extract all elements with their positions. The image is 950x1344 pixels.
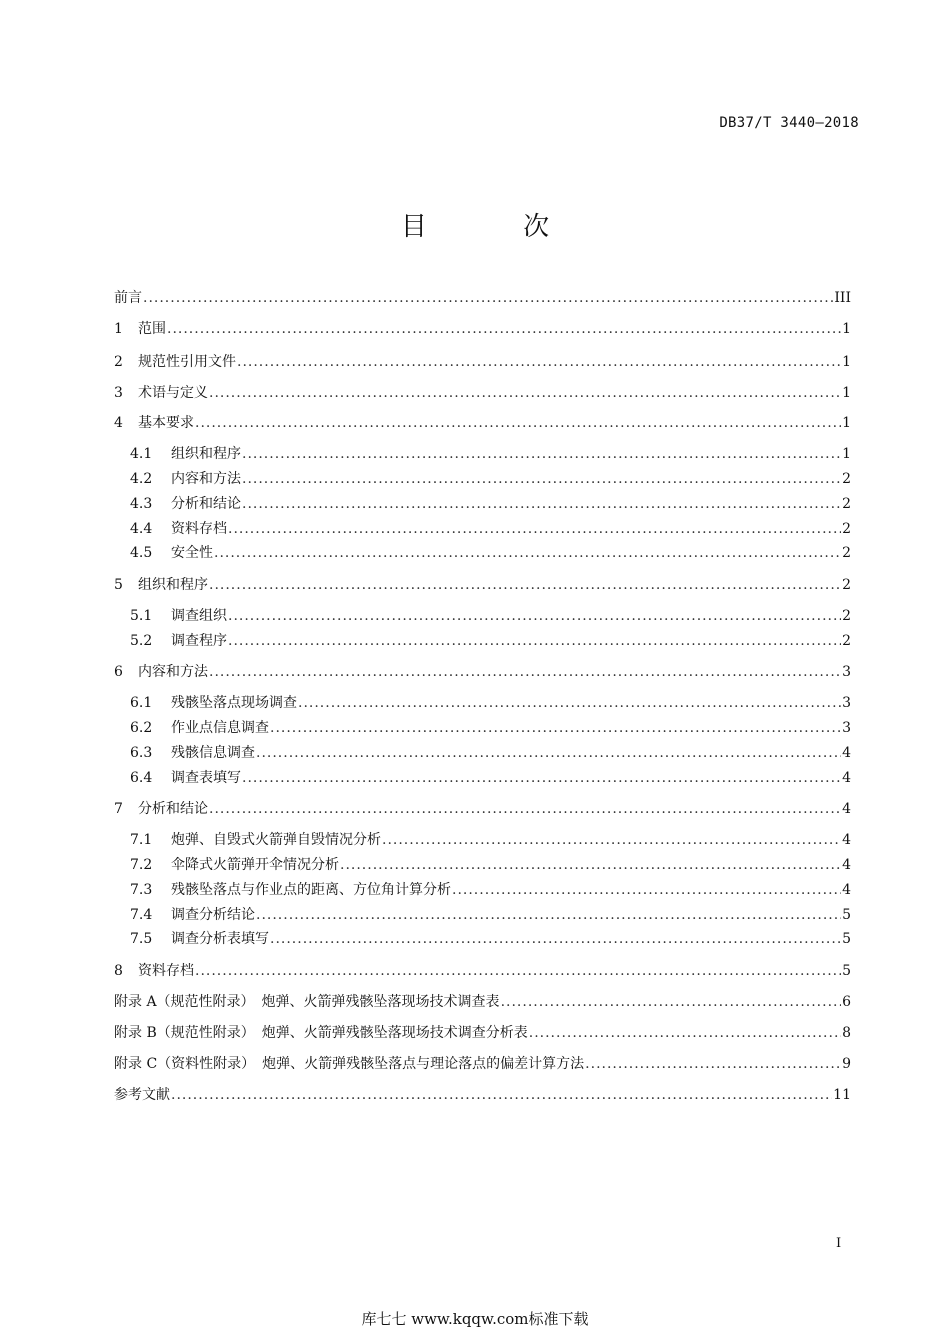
toc-entry[interactable]: [130, 879, 851, 901]
toc-leader-dots: [171, 1087, 832, 1103]
toc-leader-dots: [167, 321, 841, 337]
toc-entry[interactable]: [130, 542, 851, 564]
toc-entry-number: 4.3: [130, 496, 153, 512]
toc-entry[interactable]: [130, 767, 851, 789]
toc-entry[interactable]: [130, 518, 851, 540]
toc-entry-label: 调查分析表填写: [171, 931, 269, 947]
toc-entry-number: 6: [114, 664, 123, 680]
toc-entry[interactable]: [130, 829, 851, 851]
toc-leader-dots: [242, 496, 841, 512]
toc-entry-label: 附录 C（资料性附录） 炮弹、火箭弹残骸坠落点与理论落点的偏差计算方法: [114, 1056, 585, 1072]
toc-entry-page: 2: [842, 521, 851, 537]
toc-entry-label: 资料存档: [138, 963, 194, 979]
toc-leader-dots: [585, 1056, 841, 1072]
toc-entry[interactable]: [114, 1084, 851, 1106]
toc-entry-label: 内容和方法: [138, 664, 208, 680]
toc-leader-dots: [143, 290, 833, 306]
toc-leader-dots: [270, 720, 841, 736]
toc-leader-dots: [242, 471, 841, 487]
toc-entry[interactable]: [114, 574, 851, 596]
toc-entry-page: 4: [842, 832, 851, 848]
toc-entry-label: 规范性引用文件: [138, 354, 236, 370]
toc-leader-dots: [228, 608, 841, 624]
toc-entry-number: 6.1: [130, 695, 153, 711]
toc-entry-label: 分析和结论: [138, 801, 208, 817]
toc-entry-page: III: [834, 290, 851, 306]
toc-entry[interactable]: [130, 742, 851, 764]
toc-entry[interactable]: [130, 468, 851, 490]
toc-entry[interactable]: [114, 318, 851, 340]
toc-entry-number: 7.4: [130, 907, 153, 923]
toc-entry-label: 残骸信息调查: [171, 745, 255, 761]
toc-entry-label: 调查组织: [171, 608, 227, 624]
toc-entry-label: 前言: [114, 290, 142, 306]
toc-leader-dots: [242, 770, 841, 786]
toc-entry-number: 2: [114, 354, 123, 370]
footer-watermark: 库七七 www.kqqw.com标准下载: [361, 1310, 589, 1328]
toc-entry[interactable]: [114, 382, 851, 404]
toc-entry-page: 3: [842, 664, 851, 680]
toc-entry-number: 6.3: [130, 745, 153, 761]
toc-entry-label: 资料存档: [171, 521, 227, 537]
toc-entry-page: 2: [842, 496, 851, 512]
toc-entry-page: 5: [842, 907, 851, 923]
toc-leader-dots: [209, 801, 841, 817]
toc-entry-page: 1: [842, 321, 851, 337]
toc-entry-number: 5.2: [130, 633, 153, 649]
toc-entry-number: 8: [114, 963, 123, 979]
toc-entry-label: 调查分析结论: [171, 907, 255, 923]
toc-entry-page: 2: [842, 633, 851, 649]
toc-entry-number: 6.2: [130, 720, 153, 736]
toc-entry-label: 参考文献: [114, 1087, 170, 1103]
toc-entry[interactable]: [130, 605, 851, 627]
toc-entry-label: 附录 A（规范性附录） 炮弹、火箭弹残骸坠落现场技术调查表: [114, 994, 500, 1010]
page-number: I: [836, 1236, 842, 1251]
toc-leader-dots: [237, 354, 841, 370]
toc-entry-label: 调查表填写: [171, 770, 241, 786]
toc-entry-number: 4.5: [130, 545, 153, 561]
toc-entry-number: 4: [114, 415, 123, 431]
toc-leader-dots: [298, 695, 841, 711]
toc-entry-page: 4: [842, 745, 851, 761]
toc-entry[interactable]: [114, 1022, 851, 1044]
toc-entry-label: 调查程序: [171, 633, 227, 649]
toc-entry-label: 分析和结论: [171, 496, 241, 512]
page-title: 目 次: [400, 212, 594, 242]
toc-entry-number: 7.5: [130, 931, 153, 947]
toc-entry-page: 2: [842, 545, 851, 561]
toc-leader-dots: [209, 664, 841, 680]
toc-entry-page: 2: [842, 608, 851, 624]
toc-entry-page: 2: [842, 577, 851, 593]
toc-leader-dots: [340, 857, 841, 873]
toc-entry-page: 2: [842, 471, 851, 487]
toc-leader-dots: [209, 577, 841, 593]
toc-entry[interactable]: [114, 287, 851, 309]
toc-entry-page: 4: [842, 801, 851, 817]
toc-entry-number: 4.4: [130, 521, 153, 537]
toc-entry-label: 残骸坠落点与作业点的距离、方位角计算分析: [171, 882, 451, 898]
toc-leader-dots: [195, 963, 841, 979]
toc-leader-dots: [452, 882, 841, 898]
toc-entry-page: 5: [842, 963, 851, 979]
toc-entry[interactable]: [130, 904, 851, 926]
toc-entry-number: 6.4: [130, 770, 153, 786]
toc-leader-dots: [501, 994, 842, 1010]
toc-leader-dots: [270, 931, 841, 947]
toc-entry-page: 6: [842, 994, 851, 1010]
toc-entry[interactable]: [114, 960, 851, 982]
toc-leader-dots: [214, 545, 841, 561]
toc-entry-number: 1: [114, 321, 123, 337]
toc-entry-label: 安全性: [171, 545, 213, 561]
toc-entry-label: 组织和程序: [171, 446, 241, 462]
toc-entry-label: 术语与定义: [138, 385, 208, 401]
toc-entry-label: 组织和程序: [138, 577, 208, 593]
toc-entry[interactable]: [130, 443, 851, 465]
toc-leader-dots: [209, 385, 841, 401]
toc-entry[interactable]: [130, 493, 851, 515]
toc-leader-dots: [256, 745, 841, 761]
toc-leader-dots: [228, 633, 841, 649]
toc-entry-label: 附录 B（规范性附录） 炮弹、火箭弹残骸坠落现场技术调查分析表: [114, 1025, 528, 1041]
toc-entry[interactable]: [130, 854, 851, 876]
toc-entry-page: 1: [842, 415, 851, 431]
toc-entry-number: 7: [114, 801, 123, 817]
toc-entry-number: 5.1: [130, 608, 153, 624]
toc-entry-page: 1: [842, 446, 851, 462]
toc-entry[interactable]: [130, 692, 851, 714]
toc-entry-label: 内容和方法: [171, 471, 241, 487]
toc-leader-dots: [529, 1025, 841, 1041]
toc-entry[interactable]: [130, 630, 851, 652]
toc-entry-page: 4: [842, 857, 851, 873]
toc-entry[interactable]: [114, 1053, 851, 1075]
toc-entry[interactable]: [114, 351, 851, 373]
toc-entry-label: 基本要求: [138, 415, 194, 431]
toc-leader-dots: [256, 907, 841, 923]
toc-entry-number: 4.1: [130, 446, 153, 462]
toc-entry-page: 3: [842, 695, 851, 711]
toc-entry-label: 残骸坠落点现场调查: [171, 695, 297, 711]
toc-entry[interactable]: [114, 991, 851, 1013]
toc-entry-page: 4: [842, 770, 851, 786]
toc-entry-label: 范围: [138, 321, 166, 337]
toc-entry[interactable]: [130, 928, 851, 950]
toc-leader-dots: [228, 521, 841, 537]
toc-entry-page: 1: [842, 354, 851, 370]
toc-entry-page: 1: [842, 385, 851, 401]
toc-entry[interactable]: [130, 717, 851, 739]
toc-entry[interactable]: [114, 798, 851, 820]
toc-entry-number: 7.1: [130, 832, 153, 848]
toc-entry-number: 4.2: [130, 471, 153, 487]
toc-entry-page: 8: [842, 1025, 851, 1041]
toc-entry-number: 5: [114, 577, 123, 593]
toc-leader-dots: [242, 446, 841, 462]
toc-entry-number: 7.2: [130, 857, 153, 873]
toc-entry-number: 3: [114, 385, 123, 401]
toc-entry-number: 7.3: [130, 882, 153, 898]
toc-leader-dots: [195, 415, 841, 431]
toc-entry-page: 5: [842, 931, 851, 947]
toc-entry-page: 4: [842, 882, 851, 898]
toc-leader-dots: [382, 832, 841, 848]
toc-entry-page: 11: [833, 1087, 851, 1103]
toc-entry-label: 作业点信息调查: [171, 720, 269, 736]
toc-entry[interactable]: [114, 412, 851, 434]
toc-entry[interactable]: [114, 661, 851, 683]
toc-entry-label: 伞降式火箭弹开伞情况分析: [171, 857, 339, 873]
toc-entry-page: 9: [842, 1056, 851, 1072]
toc-entry-page: 3: [842, 720, 851, 736]
document-code: DB37/T 3440—2018: [719, 115, 859, 131]
toc-entry-label: 炮弹、自毁式火箭弹自毁情况分析: [171, 832, 381, 848]
